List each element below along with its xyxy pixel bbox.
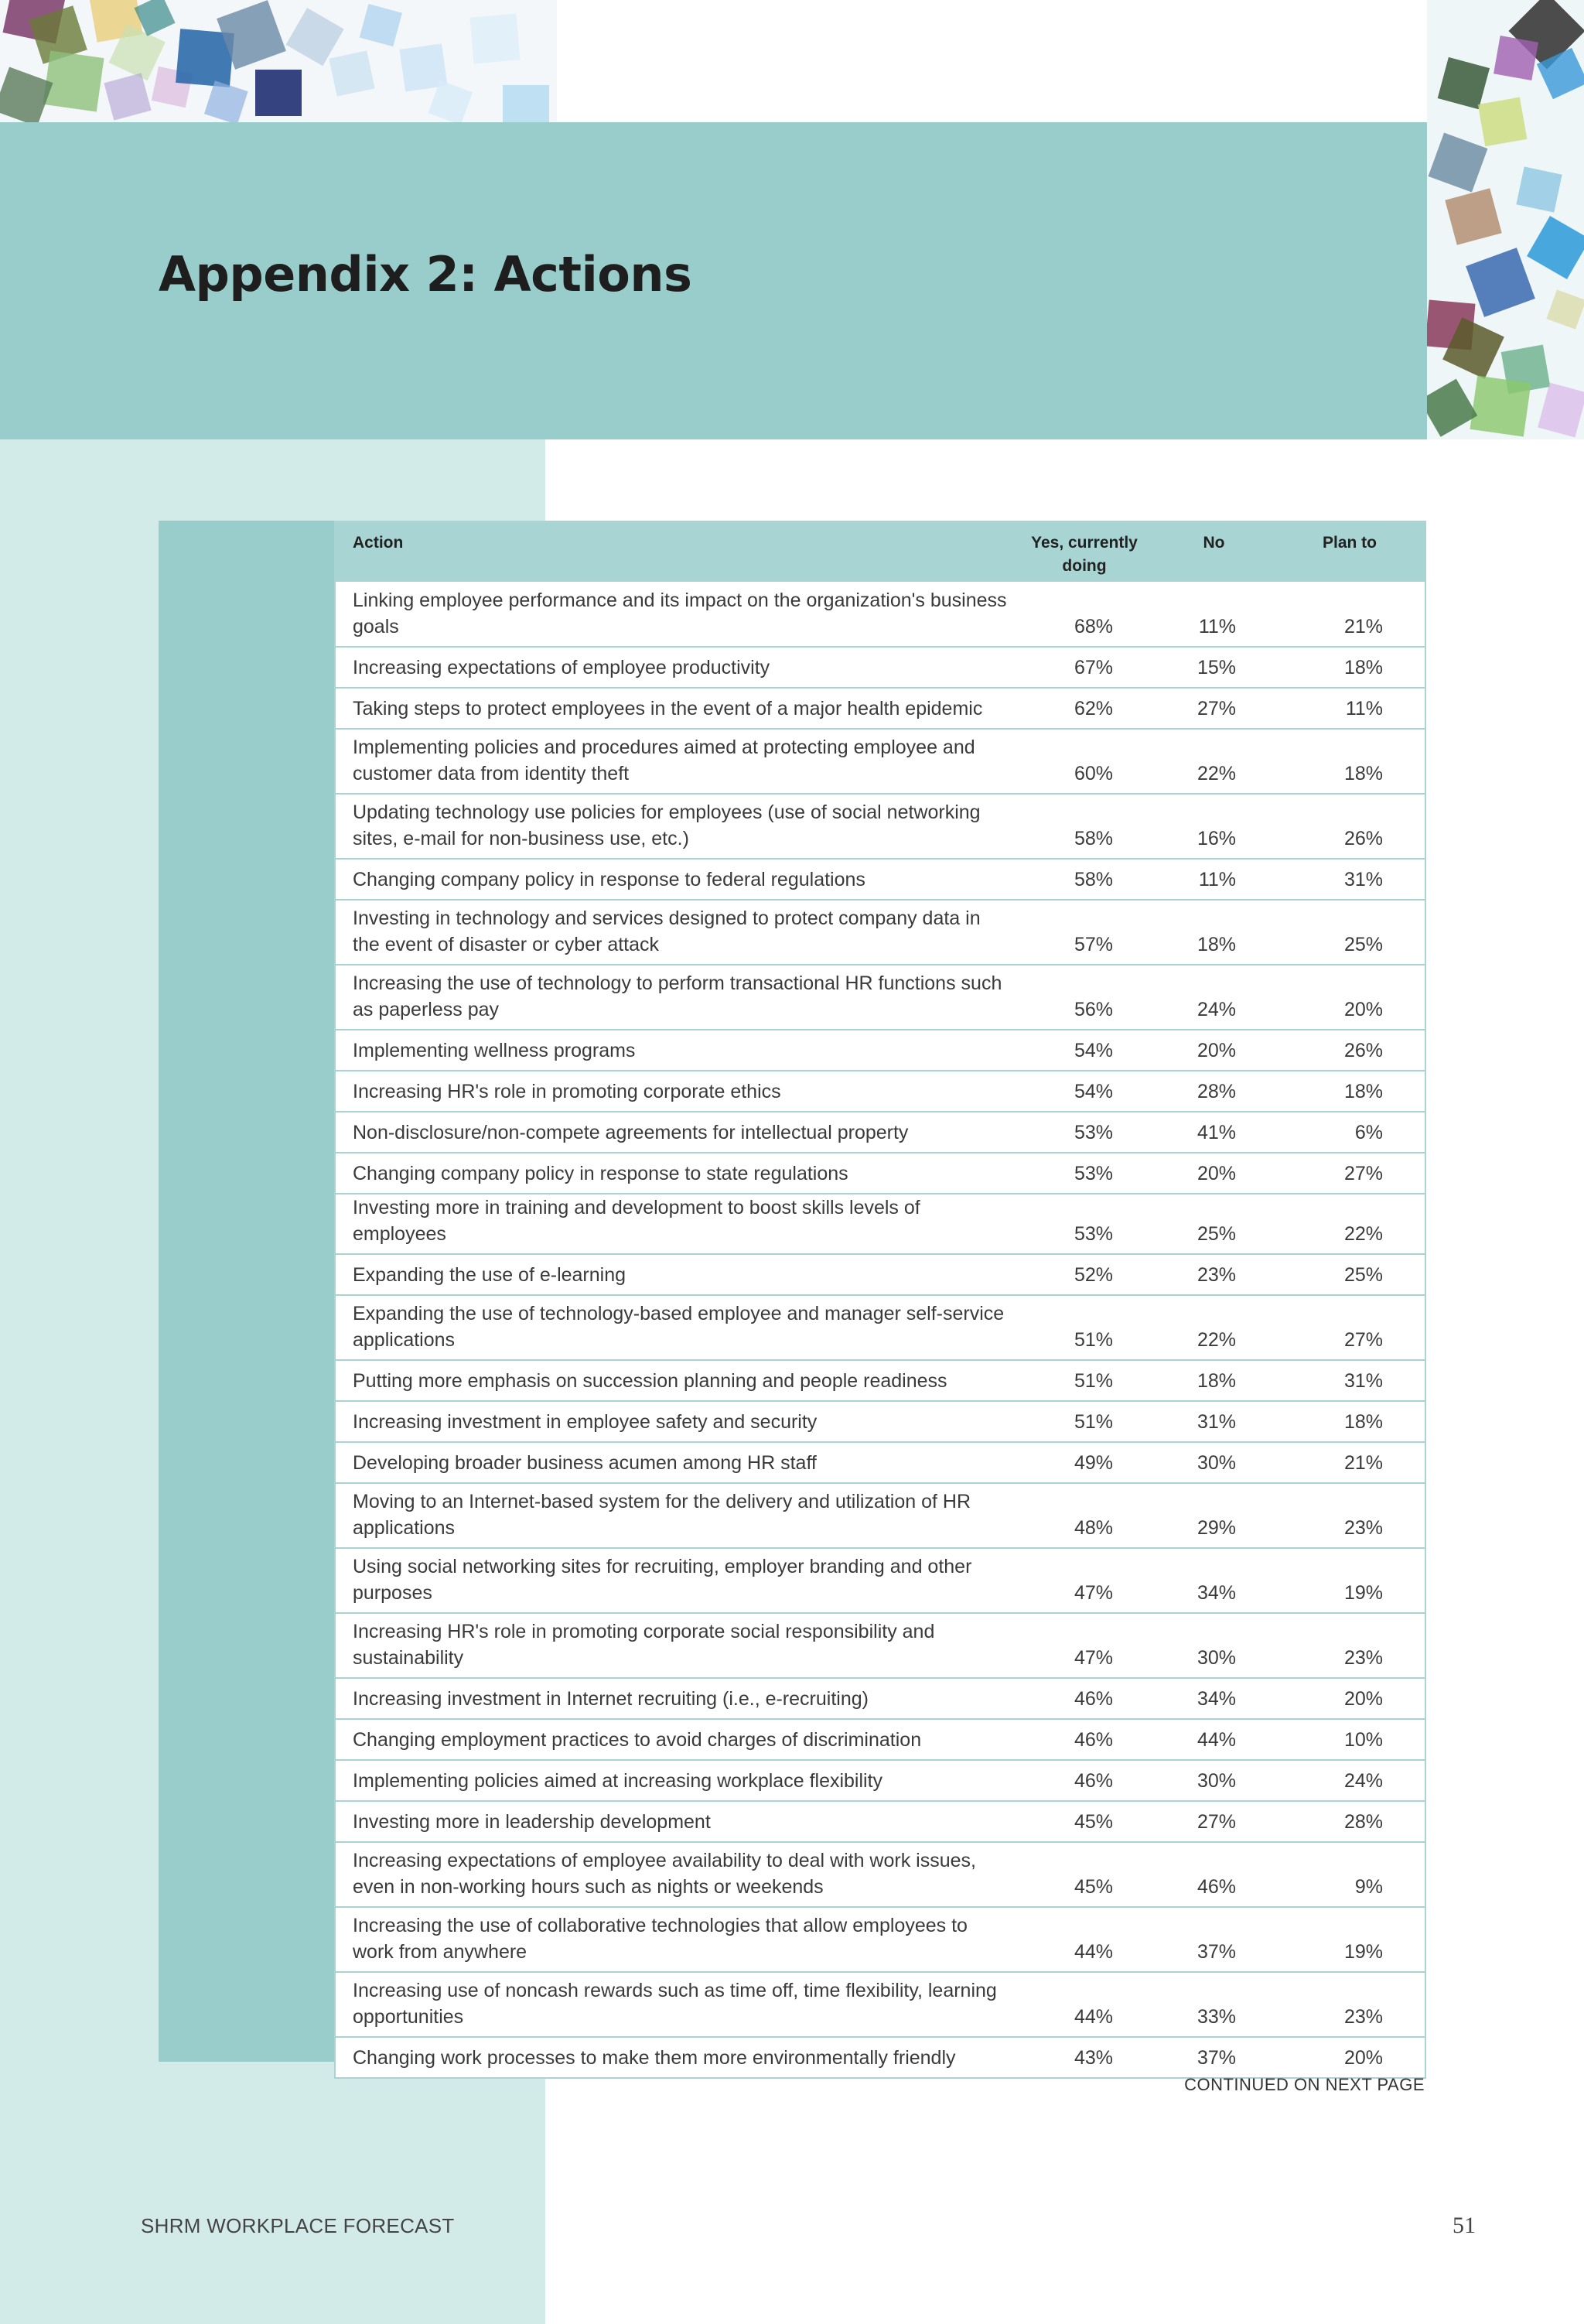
table-row xyxy=(335,1030,1425,1071)
action-cell: Changing company policy in response to state regulations xyxy=(353,1163,848,1184)
yes-cell: 46% xyxy=(1074,1729,1113,1751)
table-row xyxy=(335,1972,1425,2037)
no-cell: 11% xyxy=(1198,616,1236,637)
plan-cell: 10% xyxy=(1343,1729,1383,1751)
plan-cell: 19% xyxy=(1343,1582,1383,1604)
table-row xyxy=(335,1678,1425,1719)
footer-publication-name: SHRM WORKPLACE FORECAST xyxy=(141,2214,455,2237)
plan-cell: 27% xyxy=(1343,1163,1383,1184)
no-cell: 27% xyxy=(1197,1811,1236,1833)
table-row xyxy=(335,729,1425,794)
no-cell: 24% xyxy=(1197,999,1236,1020)
yes-cell: 45% xyxy=(1074,1876,1113,1898)
no-cell: 33% xyxy=(1197,2006,1236,2028)
yes-cell: 44% xyxy=(1074,2006,1113,2028)
plan-cell: 26% xyxy=(1343,828,1383,849)
yes-cell: 49% xyxy=(1074,1452,1113,1474)
action-cell: Changing employment practices to avoid charges of discrimination xyxy=(353,1729,922,1751)
plan-cell: 23% xyxy=(1343,1647,1383,1669)
no-cell: 23% xyxy=(1197,1264,1236,1286)
no-cell: 25% xyxy=(1197,1223,1236,1245)
action-cell: Changing company policy in response to federal regulations xyxy=(353,869,865,890)
table-row xyxy=(335,1760,1425,1801)
yes-cell: 53% xyxy=(1074,1122,1113,1143)
table-row xyxy=(335,1548,1425,1613)
table-row xyxy=(335,1801,1425,1842)
header-action: Action xyxy=(353,534,404,552)
action-cell: Taking steps to protect employees in the event of a major health epidemic xyxy=(353,698,983,719)
action-cell: Increasing use of noncash rewards such as time off, time flexibility, learning opportunities xyxy=(353,1980,997,2028)
plan-cell: 20% xyxy=(1343,1688,1383,1710)
no-cell: 22% xyxy=(1197,763,1236,784)
no-cell: 34% xyxy=(1197,1688,1236,1710)
table-row xyxy=(335,965,1425,1030)
no-cell: 31% xyxy=(1197,1411,1236,1433)
yes-cell: 58% xyxy=(1074,828,1113,849)
table-left-rail xyxy=(159,521,334,2062)
table-row xyxy=(335,1360,1425,1401)
no-cell: 20% xyxy=(1197,1040,1236,1061)
mosaic-decoration-top-right xyxy=(1427,0,1584,439)
yes-cell: 45% xyxy=(1074,1811,1113,1833)
action-cell: Putting more emphasis on succession planning and people readiness xyxy=(353,1370,947,1392)
table-row xyxy=(335,1842,1425,1907)
plan-cell: 28% xyxy=(1343,1811,1383,1833)
table-row xyxy=(335,1194,1425,1254)
plan-cell: 21% xyxy=(1343,616,1383,637)
action-cell: Implementing policies aimed at increasing workplace flexibility xyxy=(353,1770,883,1792)
plan-cell: 11% xyxy=(1345,698,1383,719)
yes-cell: 51% xyxy=(1074,1329,1113,1351)
plan-cell: 6% xyxy=(1354,1122,1383,1143)
yes-cell: 51% xyxy=(1074,1370,1113,1392)
plan-cell: 19% xyxy=(1343,1941,1383,1963)
table-row xyxy=(335,1442,1425,1483)
no-cell: 22% xyxy=(1197,1329,1236,1351)
yes-cell: 56% xyxy=(1074,999,1113,1020)
no-cell: 18% xyxy=(1197,1370,1236,1392)
header-plan-to: Plan to xyxy=(1322,534,1377,552)
no-cell: 18% xyxy=(1197,934,1236,955)
yes-cell: 57% xyxy=(1074,934,1113,955)
yes-cell: 48% xyxy=(1074,1517,1113,1539)
action-cell: Investing in technology and services designed to protect company data in the event of disaster or cyber attack xyxy=(353,907,981,955)
page-number: 51 xyxy=(1453,2213,1476,2238)
yes-cell: 54% xyxy=(1074,1040,1113,1061)
action-cell: Using social networking sites for recruiting, employer branding and other purposes xyxy=(353,1556,972,1604)
no-cell: 15% xyxy=(1197,657,1236,678)
continued-note: CONTINUED ON NEXT PAGE xyxy=(1184,2075,1425,2094)
no-cell: 29% xyxy=(1197,1517,1236,1539)
plan-cell: 26% xyxy=(1343,1040,1383,1061)
mosaic-decoration-top-left xyxy=(0,0,557,122)
plan-cell: 25% xyxy=(1343,934,1383,955)
action-cell: Increasing the use of collaborative technologies that allow employees to work from anywhere xyxy=(353,1915,968,1963)
plan-cell: 27% xyxy=(1343,1329,1383,1351)
table-row xyxy=(335,900,1425,965)
plan-cell: 21% xyxy=(1343,1452,1383,1474)
action-cell: Expanding the use of e-learning xyxy=(353,1264,626,1286)
plan-cell: 24% xyxy=(1343,1770,1383,1792)
yes-cell: 58% xyxy=(1074,869,1113,890)
plan-cell: 9% xyxy=(1354,1876,1383,1898)
table-row xyxy=(335,1401,1425,1442)
no-cell: 37% xyxy=(1197,1941,1236,1963)
table-header-row xyxy=(335,521,1425,582)
action-cell: Increasing expectations of employee productivity xyxy=(353,657,770,678)
action-cell: Expanding the use of technology-based employee and manager self-service applications xyxy=(353,1303,1005,1351)
table-row xyxy=(335,1613,1425,1678)
plan-cell: 20% xyxy=(1343,2047,1383,2069)
no-cell: 11% xyxy=(1198,869,1236,890)
plan-cell: 31% xyxy=(1343,1370,1383,1392)
table-row xyxy=(335,1112,1425,1153)
no-cell: 28% xyxy=(1197,1081,1236,1102)
plan-cell: 23% xyxy=(1343,1517,1383,1539)
yes-cell: 53% xyxy=(1074,1163,1113,1184)
action-cell: Non-disclosure/non-compete agreements for intellectual property xyxy=(353,1122,909,1143)
yes-cell: 54% xyxy=(1074,1081,1113,1102)
action-cell: Increasing HR's role in promoting corporate ethics xyxy=(353,1081,781,1102)
header-no: No xyxy=(1203,534,1225,552)
action-cell: Developing broader business acumen among HR staff xyxy=(353,1452,817,1474)
plan-cell: 18% xyxy=(1343,657,1383,678)
table-row xyxy=(335,582,1425,647)
yes-cell: 47% xyxy=(1074,1582,1113,1604)
table-row xyxy=(335,1254,1425,1295)
no-cell: 30% xyxy=(1197,1647,1236,1669)
no-cell: 30% xyxy=(1197,1770,1236,1792)
yes-cell: 52% xyxy=(1074,1264,1113,1286)
plan-cell: 23% xyxy=(1343,2006,1383,2028)
yes-cell: 47% xyxy=(1074,1647,1113,1669)
action-cell: Increasing the use of technology to perform transactional HR functions such as paperless pay xyxy=(353,972,1002,1020)
table-row xyxy=(335,1295,1425,1360)
yes-cell: 60% xyxy=(1074,763,1113,784)
action-cell: Investing more in leadership development xyxy=(353,1811,711,1833)
table-row xyxy=(335,794,1425,859)
no-cell: 30% xyxy=(1197,1452,1236,1474)
no-cell: 27% xyxy=(1197,698,1236,719)
action-cell: Increasing expectations of employee availability to deal with work issues, even in non-working hours such as nights or weekends xyxy=(353,1850,976,1898)
table-row xyxy=(335,688,1425,729)
action-cell: Linking employee performance and its impact on the organization's business goals xyxy=(353,590,1007,637)
action-cell: Implementing wellness programs xyxy=(353,1040,636,1061)
table-row xyxy=(335,2037,1425,2078)
action-cell: Increasing investment in employee safety and security xyxy=(353,1411,818,1433)
yes-cell: 68% xyxy=(1074,616,1113,637)
yes-cell: 53% xyxy=(1074,1223,1113,1245)
plan-cell: 18% xyxy=(1343,1411,1383,1433)
no-cell: 37% xyxy=(1197,2047,1236,2069)
plan-cell: 22% xyxy=(1343,1223,1383,1245)
action-cell: Implementing policies and procedures aimed at protecting employee and customer data from identity theft xyxy=(353,737,975,784)
no-cell: 20% xyxy=(1197,1163,1236,1184)
no-cell: 41% xyxy=(1197,1122,1236,1143)
action-cell: Changing work processes to make them more environmentally friendly xyxy=(353,2047,956,2069)
page-title: Appendix 2: Actions xyxy=(159,246,692,302)
plan-cell: 20% xyxy=(1343,999,1383,1020)
no-cell: 16% xyxy=(1197,828,1236,849)
no-cell: 34% xyxy=(1197,1582,1236,1604)
action-cell: Moving to an Internet-based system for the delivery and utilization of HR applications xyxy=(353,1491,971,1539)
action-cell: Increasing HR's role in promoting corporate social responsibility and sustainability xyxy=(353,1621,935,1669)
table-row xyxy=(335,859,1425,900)
yes-cell: 43% xyxy=(1074,2047,1113,2069)
action-cell: Increasing investment in Internet recruiting (i.e., e-recruiting) xyxy=(353,1688,869,1710)
action-cell: Investing more in training and development to boost skills levels of employees xyxy=(353,1197,920,1245)
action-cell: Updating technology use policies for employees (use of social networking sites, e-mail for non-business use, etc.) xyxy=(353,801,981,849)
yes-cell: 46% xyxy=(1074,1770,1113,1792)
yes-cell: 67% xyxy=(1074,657,1113,678)
header-yes-currently-doing: Yes, currently doing xyxy=(1031,534,1138,575)
plan-cell: 25% xyxy=(1343,1264,1383,1286)
table-row xyxy=(335,1719,1425,1760)
no-cell: 44% xyxy=(1197,1729,1236,1751)
yes-cell: 44% xyxy=(1074,1941,1113,1963)
plan-cell: 18% xyxy=(1343,763,1383,784)
plan-cell: 18% xyxy=(1343,1081,1383,1102)
no-cell: 46% xyxy=(1197,1876,1236,1898)
table-row xyxy=(335,1071,1425,1112)
table-row xyxy=(335,1153,1425,1194)
actions-table xyxy=(334,521,1426,2079)
table-row xyxy=(335,1483,1425,1548)
yes-cell: 46% xyxy=(1074,1688,1113,1710)
plan-cell: 31% xyxy=(1343,869,1383,890)
yes-cell: 51% xyxy=(1074,1411,1113,1433)
table-row xyxy=(335,1907,1425,1972)
yes-cell: 62% xyxy=(1074,698,1113,719)
table-row xyxy=(335,647,1425,688)
